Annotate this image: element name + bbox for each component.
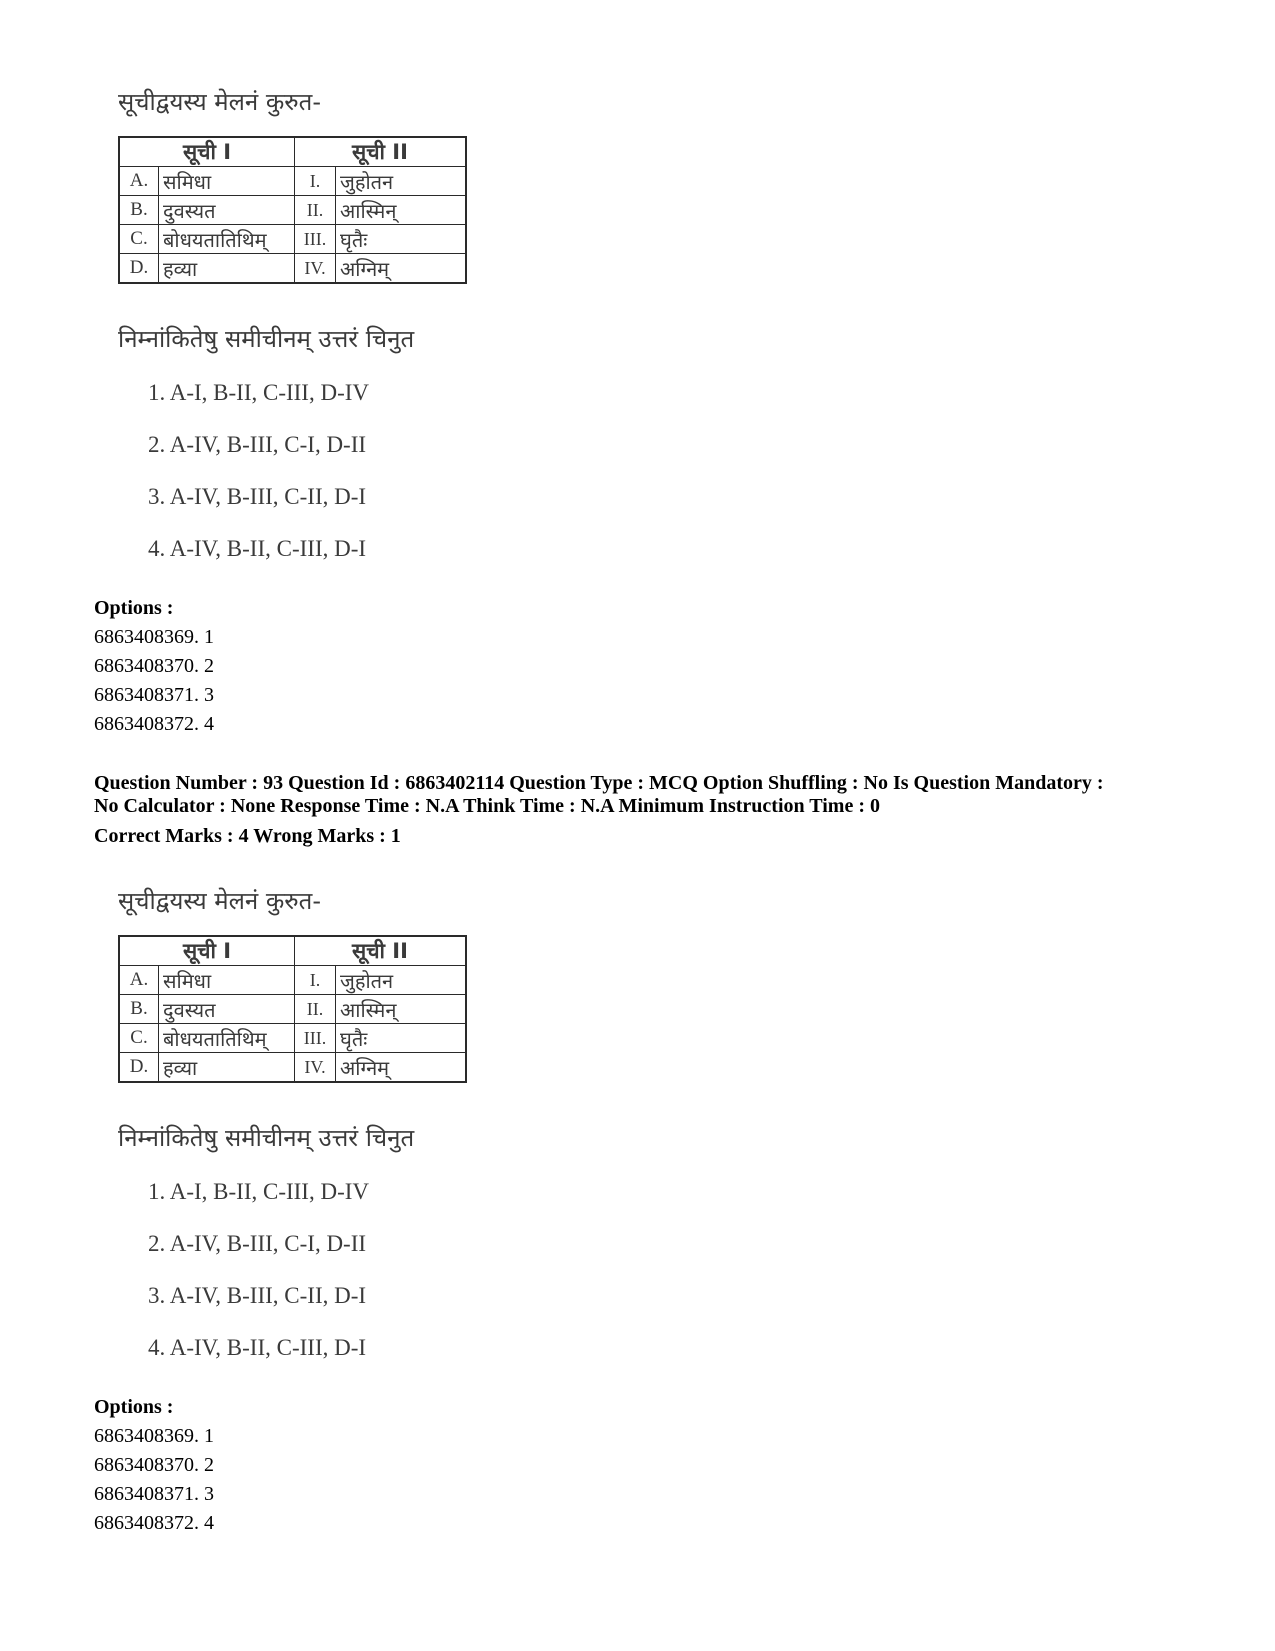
list-1-item: बोधयतातिथिम् bbox=[159, 225, 295, 254]
table-header-row bbox=[119, 137, 466, 167]
question-instruction: निम्नांकितेषु समीचीनम् उत्तरं चिनुत bbox=[118, 325, 415, 353]
table-row bbox=[119, 225, 466, 254]
list-2-item: घृतैः bbox=[336, 1024, 467, 1053]
option-line: 6863408369. 1 bbox=[94, 626, 214, 648]
list-1-label: A. bbox=[119, 966, 159, 995]
option-line: 6863408371. 3 bbox=[94, 1483, 214, 1505]
list-2-item: घृतैः bbox=[336, 225, 467, 254]
list-1-header: सूची I bbox=[119, 936, 295, 966]
list-1-item: समिधा bbox=[159, 966, 295, 995]
table-row bbox=[119, 254, 466, 284]
list-2-item: अग्निम् bbox=[336, 1053, 467, 1083]
list-2-label: III. bbox=[295, 225, 336, 254]
match-table bbox=[118, 935, 467, 1083]
choice-4: 4. A-IV, B-II, C-III, D-I bbox=[148, 1335, 367, 1360]
option-line: 6863408371. 3 bbox=[94, 684, 214, 706]
option-line: 6863408372. 4 bbox=[94, 1512, 214, 1534]
choice-4: 4. A-IV, B-II, C-III, D-I bbox=[148, 536, 367, 561]
list-2-label: I. bbox=[295, 966, 336, 995]
option-line: 6863408372. 4 bbox=[94, 713, 214, 735]
list-2-item: आस्मिन् bbox=[336, 196, 467, 225]
option-line: 6863408370. 2 bbox=[94, 655, 214, 677]
table-row bbox=[119, 196, 466, 225]
list-1-header: सूची I bbox=[119, 137, 295, 167]
list-1-item: बोधयतातिथिम् bbox=[159, 1024, 295, 1053]
option-line: 6863408369. 1 bbox=[94, 1425, 214, 1447]
table-row bbox=[119, 167, 466, 196]
list-1-item: दुवस्यत bbox=[159, 196, 295, 225]
table-row bbox=[119, 966, 466, 995]
list-1-item: हव्या bbox=[159, 254, 295, 284]
list-2-label: II. bbox=[295, 995, 336, 1024]
question-instruction: निम्नांकितेषु समीचीनम् उत्तरं चिनुत bbox=[118, 1124, 415, 1152]
table-row bbox=[119, 995, 466, 1024]
choice-3: 3. A-IV, B-III, C-II, D-I bbox=[148, 484, 367, 509]
choice-3: 3. A-IV, B-III, C-II, D-I bbox=[148, 1283, 367, 1308]
question-meta-line-1: Question Number : 93 Question Id : 6863402114 Question Type : MCQ Option Shuffling : No Is Question Mandatory : bbox=[94, 772, 1104, 794]
table-header-row bbox=[119, 936, 466, 966]
list-1-item: दुवस्यत bbox=[159, 995, 295, 1024]
list-2-item: अग्निम् bbox=[336, 254, 467, 284]
list-1-label: D. bbox=[119, 1053, 159, 1083]
choice-2: 2. A-IV, B-III, C-I, D-II bbox=[148, 432, 367, 457]
options-title: Options : bbox=[94, 1396, 174, 1418]
choice-1: 1. A-I, B-II, C-III, D-IV bbox=[148, 380, 369, 405]
list-1-label: B. bbox=[119, 196, 159, 225]
list-2-label: IV. bbox=[295, 1053, 336, 1083]
list-1-item: हव्या bbox=[159, 1053, 295, 1083]
list-1-label: C. bbox=[119, 1024, 159, 1053]
list-1-label: B. bbox=[119, 995, 159, 1024]
choice-2: 2. A-IV, B-III, C-I, D-II bbox=[148, 1231, 367, 1256]
choice-1: 1. A-I, B-II, C-III, D-IV bbox=[148, 1179, 369, 1204]
list-2-label: I. bbox=[295, 167, 336, 196]
options-title: Options : bbox=[94, 597, 174, 619]
list-1-label: D. bbox=[119, 254, 159, 284]
table-row bbox=[119, 1024, 466, 1053]
list-2-item: जुहोतन bbox=[336, 167, 467, 196]
marks-line: Correct Marks : 4 Wrong Marks : 1 bbox=[94, 825, 401, 847]
question-prompt: सूचीद्वयस्य मेलनं कुरुत- bbox=[118, 88, 321, 116]
list-2-item: जुहोतन bbox=[336, 966, 467, 995]
list-1-label: C. bbox=[119, 225, 159, 254]
list-2-header: सूची II bbox=[295, 137, 467, 167]
list-1-item: समिधा bbox=[159, 167, 295, 196]
list-1-label: A. bbox=[119, 167, 159, 196]
list-2-header: सूची II bbox=[295, 936, 467, 966]
match-table bbox=[118, 136, 467, 284]
option-line: 6863408370. 2 bbox=[94, 1454, 214, 1476]
list-2-label: IV. bbox=[295, 254, 336, 284]
question-image-1 bbox=[118, 82, 598, 562]
table-row bbox=[119, 1053, 466, 1083]
question-prompt: सूचीद्वयस्य मेलनं कुरुत- bbox=[118, 887, 321, 915]
list-2-label: III. bbox=[295, 1024, 336, 1053]
question-meta-line-2: No Calculator : None Response Time : N.A Think Time : N.A Minimum Instruction Time : 0 bbox=[94, 795, 880, 817]
question-image-2 bbox=[118, 881, 598, 1361]
list-2-item: आस्मिन् bbox=[336, 995, 467, 1024]
list-2-label: II. bbox=[295, 196, 336, 225]
